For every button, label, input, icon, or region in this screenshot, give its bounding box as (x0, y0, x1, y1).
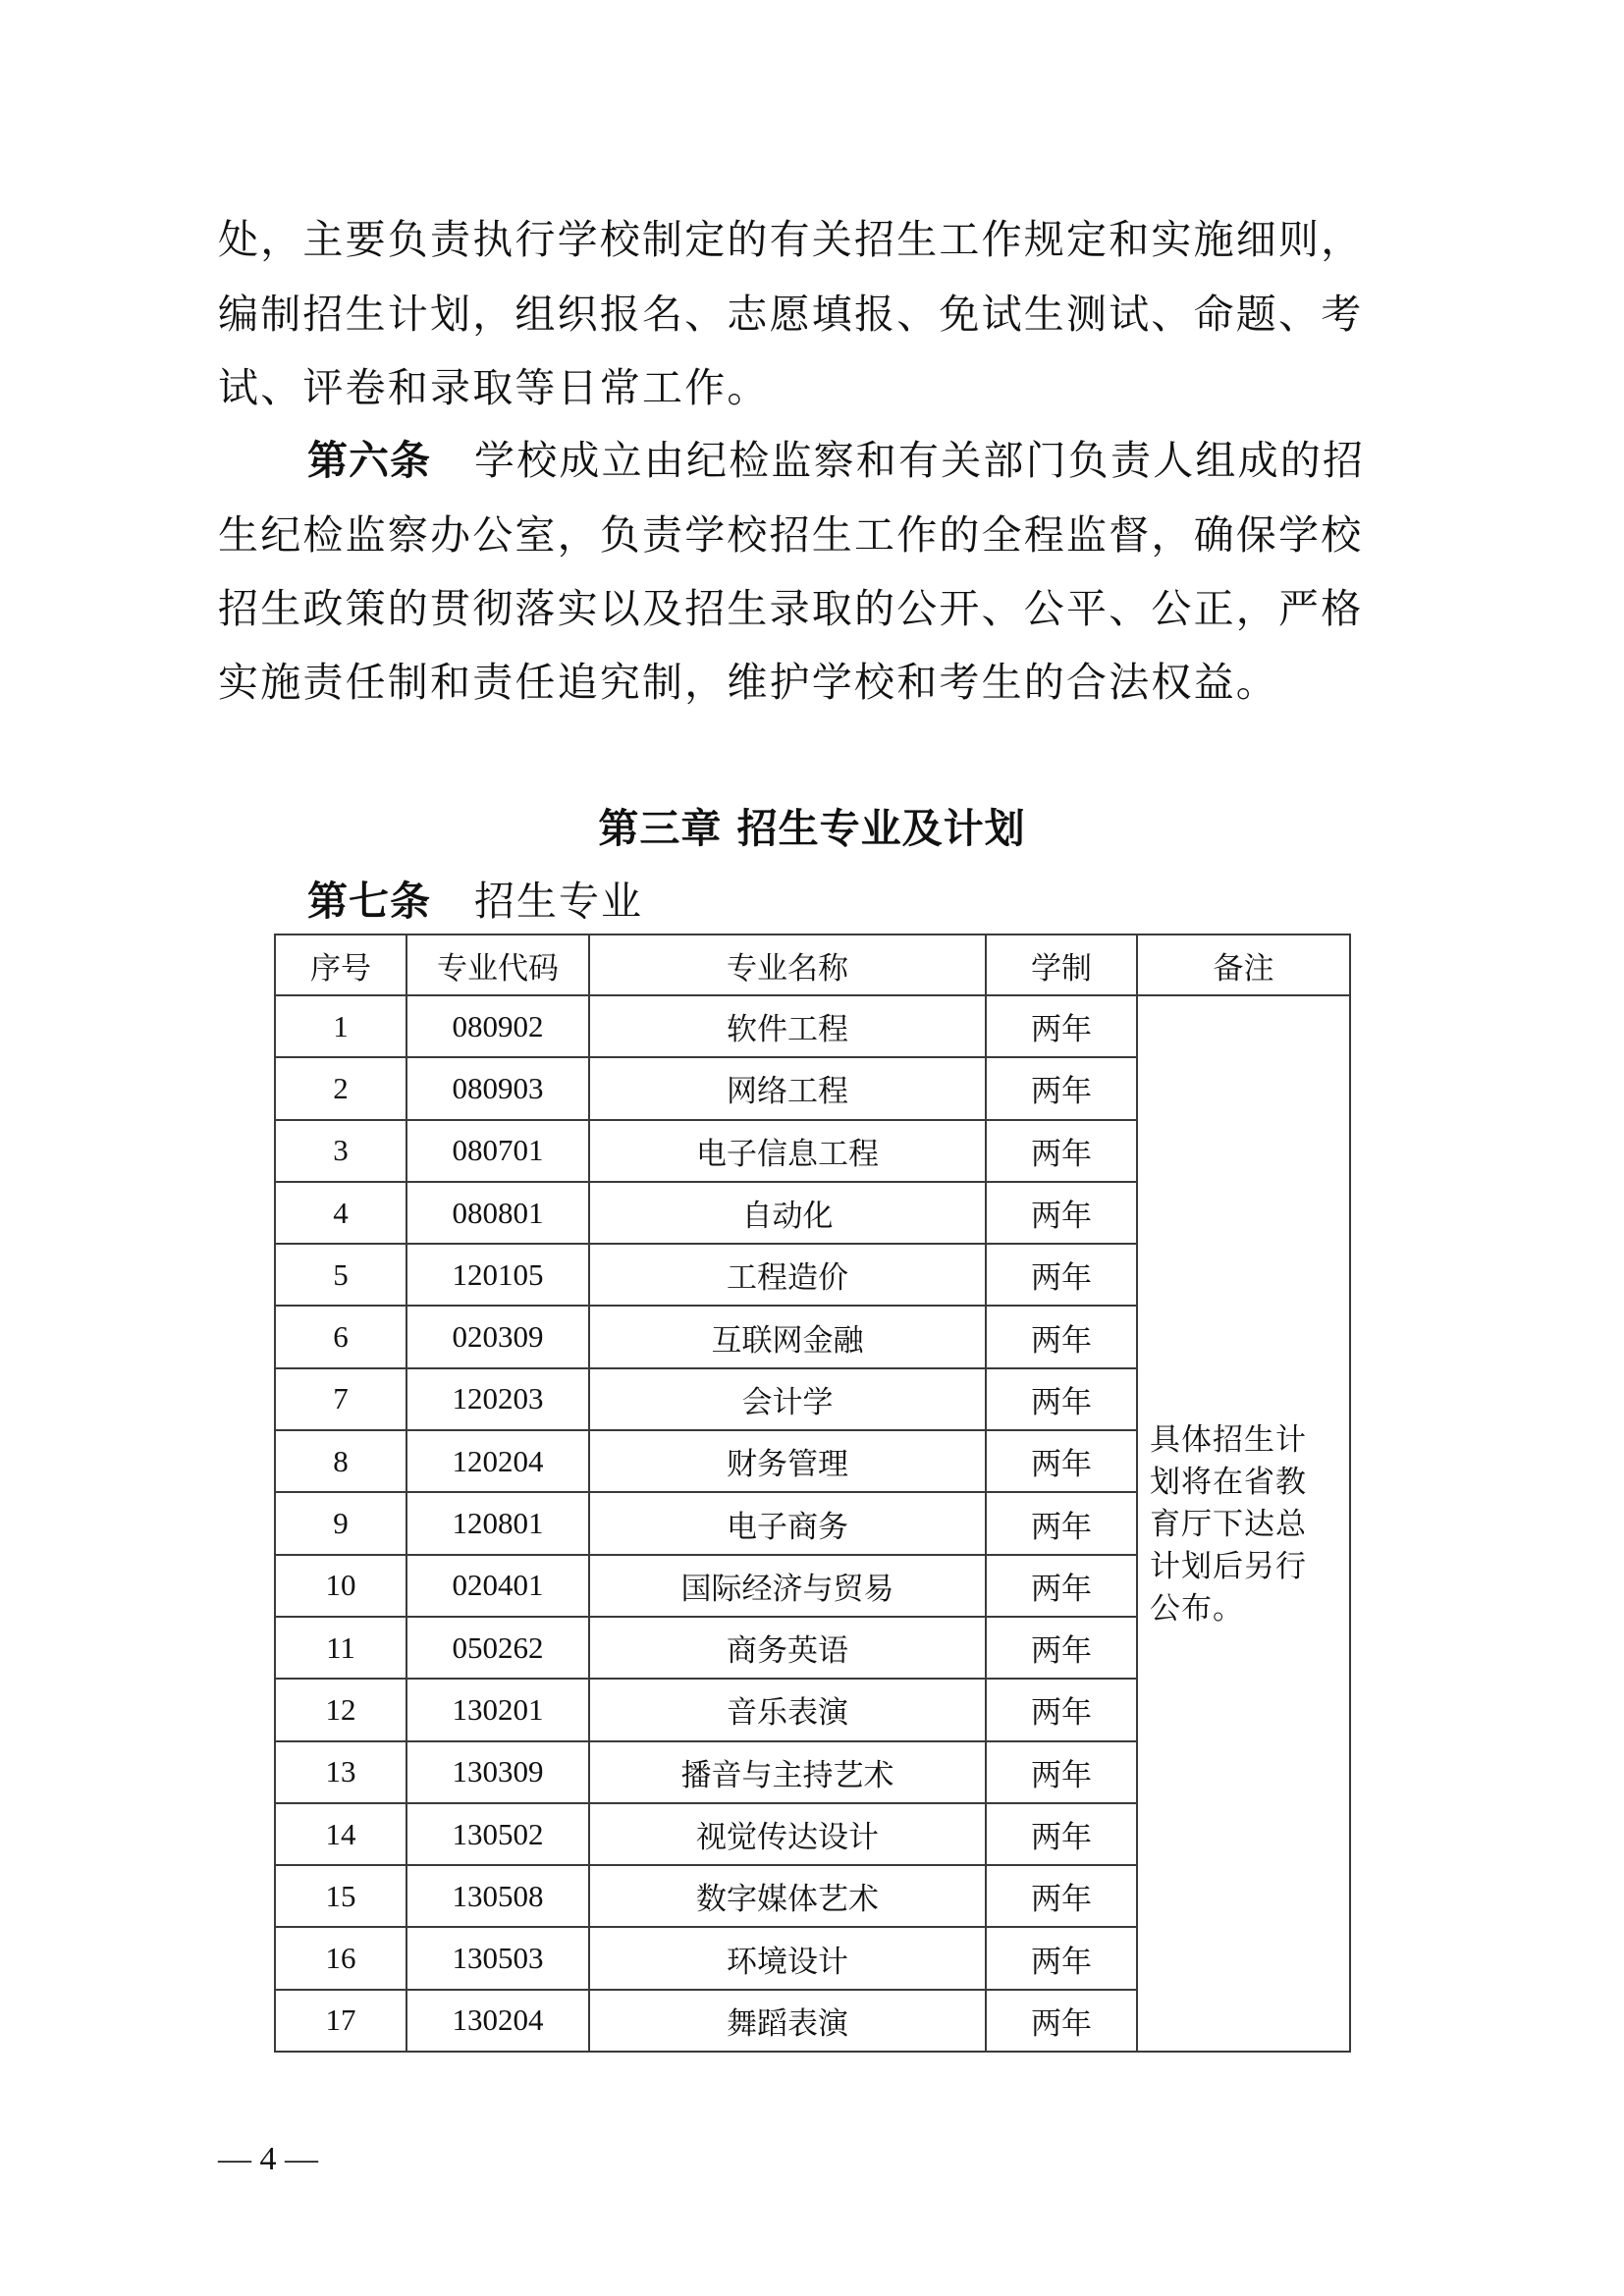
cell-no: 1 (275, 995, 406, 1057)
cell-name: 财务管理 (589, 1430, 986, 1492)
cell-no: 8 (275, 1430, 406, 1492)
article-6-first-line (218, 423, 1500, 498)
cell-name: 自动化 (589, 1182, 986, 1244)
cell-code: 130204 (406, 1990, 589, 2052)
cell-name: 视觉传达设计 (589, 1803, 986, 1865)
cell-name: 会计学 (589, 1368, 986, 1430)
cell-code: 130508 (406, 1865, 589, 1927)
cell-duration: 两年 (986, 1990, 1137, 2052)
header-duration: 学制 (986, 934, 1137, 995)
header-code: 专业代码 (406, 934, 589, 995)
table-header-row (275, 934, 1350, 995)
header-no: 序号 (275, 934, 406, 995)
cell-no: 11 (275, 1617, 406, 1679)
cell-duration: 两年 (986, 1306, 1137, 1367)
cell-no: 13 (275, 1741, 406, 1803)
majors-table-body (275, 995, 1350, 2052)
cell-duration: 两年 (986, 1617, 1137, 1679)
cell-duration: 两年 (986, 1927, 1137, 1989)
cell-name: 国际经济与贸易 (589, 1555, 986, 1617)
cell-code: 130201 (406, 1679, 589, 1740)
article-7-text: 招生专业 (474, 878, 643, 925)
cell-duration: 两年 (986, 1244, 1137, 1306)
cell-duration: 两年 (986, 995, 1137, 1057)
cell-code: 020401 (406, 1555, 589, 1617)
paragraph-line: 实施责任制和责任追究制，维护学校和考生的合法权益。 (218, 659, 1278, 706)
cell-no: 12 (275, 1679, 406, 1740)
paragraph-line: 生纪检监察办公室，负责学校招生工作的全程监督，确保学校 (218, 511, 1364, 559)
cell-duration: 两年 (986, 1368, 1137, 1430)
paragraph-line: 处，主要负责执行学校制定的有关招生工作规定和实施细则， (218, 216, 1364, 263)
cell-code: 120203 (406, 1368, 589, 1430)
remark-line: 育厅下达总 (1150, 1506, 1307, 1541)
cell-no: 7 (275, 1368, 406, 1430)
cell-code: 080801 (406, 1182, 589, 1244)
cell-code: 080701 (406, 1120, 589, 1182)
cell-code: 120801 (406, 1492, 589, 1554)
cell-no: 2 (275, 1057, 406, 1119)
cell-no: 17 (275, 1990, 406, 2052)
majors-table (274, 934, 1351, 2053)
cell-name: 软件工程 (589, 995, 986, 1057)
cell-remark (1137, 995, 1350, 2052)
cell-code: 120204 (406, 1430, 589, 1492)
cell-code: 050262 (406, 1617, 589, 1679)
article-7-line (307, 872, 643, 931)
cell-duration: 两年 (986, 1679, 1137, 1740)
cell-code: 080903 (406, 1057, 589, 1119)
cell-code: 130503 (406, 1927, 589, 1989)
cell-name: 网络工程 (589, 1057, 986, 1119)
cell-no: 6 (275, 1306, 406, 1367)
header-remark: 备注 (1137, 934, 1350, 995)
article-7-label: 第七条 (307, 878, 431, 925)
cell-code: 130309 (406, 1741, 589, 1803)
cell-duration: 两年 (986, 1430, 1137, 1492)
cell-no: 15 (275, 1865, 406, 1927)
cell-name: 环境设计 (589, 1927, 986, 1989)
chapter-title: 第三章 招生专业及计划 (598, 805, 1026, 852)
page-number: — 4 — (218, 2141, 318, 2177)
cell-name: 商务英语 (589, 1617, 986, 1679)
cell-no: 5 (275, 1244, 406, 1306)
cell-name: 互联网金融 (589, 1306, 986, 1367)
cell-name: 音乐表演 (589, 1679, 986, 1740)
cell-code: 120105 (406, 1244, 589, 1306)
cell-name: 数字媒体艺术 (589, 1865, 986, 1927)
cell-duration: 两年 (986, 1865, 1137, 1927)
header-name: 专业名称 (589, 934, 986, 995)
cell-name: 电子商务 (589, 1492, 986, 1554)
cell-name: 播音与主持艺术 (589, 1741, 986, 1803)
cell-name: 工程造价 (589, 1244, 986, 1306)
cell-duration: 两年 (986, 1555, 1137, 1617)
remark-line: 划将在省教 (1150, 1464, 1307, 1499)
paragraph-line: 招生政策的贯彻落实以及招生录取的公开、公平、公正，严格 (218, 585, 1364, 632)
cell-no: 16 (275, 1927, 406, 1989)
cell-code: 020309 (406, 1306, 589, 1367)
paragraph-line: 编制招生计划，组织报名、志愿填报、免试生测试、命题、考 (218, 291, 1364, 338)
cell-duration: 两年 (986, 1803, 1137, 1865)
remark-line: 具体招生计 (1150, 1421, 1307, 1457)
cell-no: 14 (275, 1803, 406, 1865)
table-row (275, 995, 1350, 1057)
cell-code: 080902 (406, 995, 589, 1057)
cell-duration: 两年 (986, 1741, 1137, 1803)
paragraph-line: 试、评卷和录取等日常工作。 (218, 364, 770, 411)
cell-name: 电子信息工程 (589, 1120, 986, 1182)
cell-duration: 两年 (986, 1492, 1137, 1554)
cell-name: 舞蹈表演 (589, 1990, 986, 2052)
remark-line: 计划后另行 (1150, 1548, 1307, 1583)
cell-no: 10 (275, 1555, 406, 1617)
article-6-text: 学校成立由纪检监察和有关部门负责人组成的招 (474, 437, 1366, 484)
article-6-label: 第六条 (307, 437, 431, 484)
cell-code: 130502 (406, 1803, 589, 1865)
cell-duration: 两年 (986, 1182, 1137, 1244)
cell-no: 3 (275, 1120, 406, 1182)
remark-line: 公布。 (1150, 1590, 1244, 1626)
cell-duration: 两年 (986, 1057, 1137, 1119)
cell-no: 4 (275, 1182, 406, 1244)
cell-duration: 两年 (986, 1120, 1137, 1182)
cell-no: 9 (275, 1492, 406, 1554)
